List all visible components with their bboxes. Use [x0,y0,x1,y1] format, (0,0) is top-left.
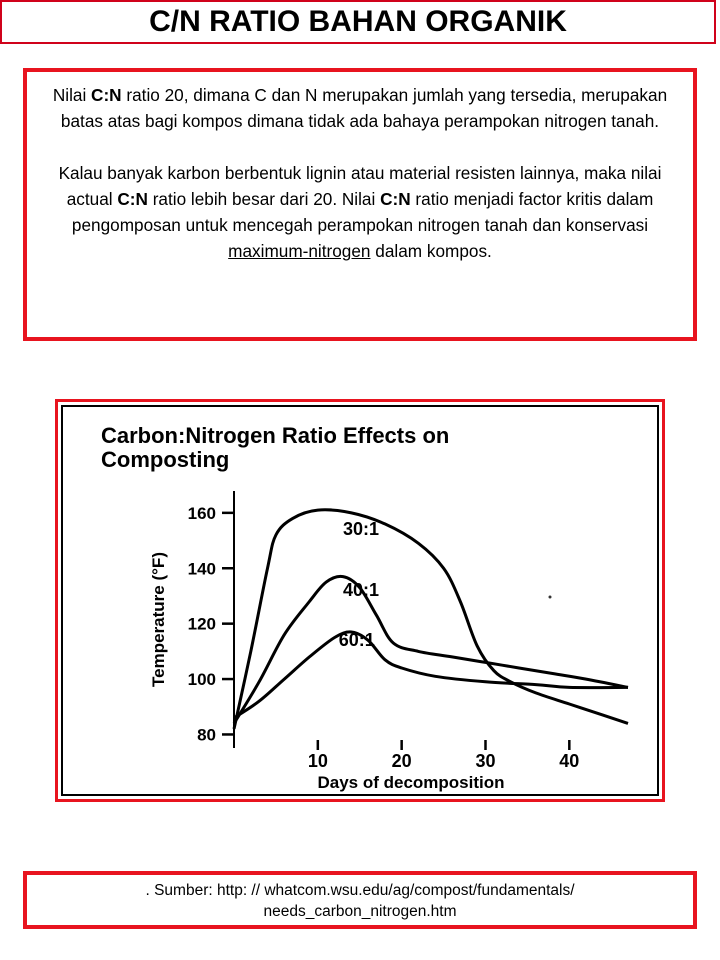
para2-run-2: ratio lebih besar dari 20. Nilai [147,189,381,209]
chart-inner-border [61,405,659,796]
description-paragraph-2 [35,160,685,264]
series-label-60-1: 60:1 [338,629,375,650]
y-tick-label-140: 140 [187,559,216,579]
para2-run-5: maximum-nitrogen [228,241,371,261]
series-line-30-1 [234,510,628,729]
y-tick-label-80: 80 [197,725,216,745]
chart-lines [234,510,628,729]
page-title: C/N RATIO BAHAN ORGANIK [149,5,567,38]
chart-title-line-2: Composting [101,447,230,472]
chart-title-line-1: Carbon:Nitrogen Ratio Effects on [101,423,450,448]
x-tick-label-40: 40 [559,751,580,771]
y-tick-label-160: 160 [187,503,216,523]
para2-run-0: Kalau banyak karbon berbentuk lignin atau material resisten lainnya, maka nilai actual [58,163,662,209]
para2-run-1: C:N [117,189,148,209]
x-tick-label-30: 30 [475,751,496,771]
series-label-30-1: 30:1 [342,519,380,540]
y-axis-label: Temperature (°F) [149,552,168,687]
para1-run-0: Nilai [52,85,92,105]
y-tick-label-120: 120 [187,614,216,634]
description-box [23,68,697,341]
source-line-2: needs_carbon_nitrogen.htm [263,903,457,920]
para2-run-3: C:N [380,189,411,209]
x-tick-label-20: 20 [391,751,412,771]
para1-run-1: C:N [91,85,122,105]
series-label-40-1: 40:1 [342,579,380,600]
x-tick-label-10: 10 [307,751,328,771]
para2-run-4: ratio menjadi factor kritis dalam pengomposan untuk mencegah perampokan nitrogen tanah dan konservasi [71,189,654,235]
description-paragraph-1 [35,82,685,134]
x-axis-label: Days of decomposition [317,773,505,792]
title-box [0,0,716,44]
source-box [23,871,697,929]
para1-run-2: ratio 20, dimana C dan N merupakan jumlah yang tersedia, merupakan batas atas bagi kompos dimana tidak ada bahaya perampokan nitrogen tanah. [60,85,668,131]
source-line-1: . Sumber: http: // whatcom.wsu.edu/ag/compost/fundamentals/ [145,882,575,899]
y-tick-label-100: 100 [187,670,216,690]
para2-run-6: dalam kompos. [370,241,492,261]
cn-ratio-chart [63,407,657,794]
series-line-40-1 [234,576,628,723]
figure-speck [549,596,552,599]
chart-series-labels [339,519,379,650]
chart-frame [55,399,665,802]
